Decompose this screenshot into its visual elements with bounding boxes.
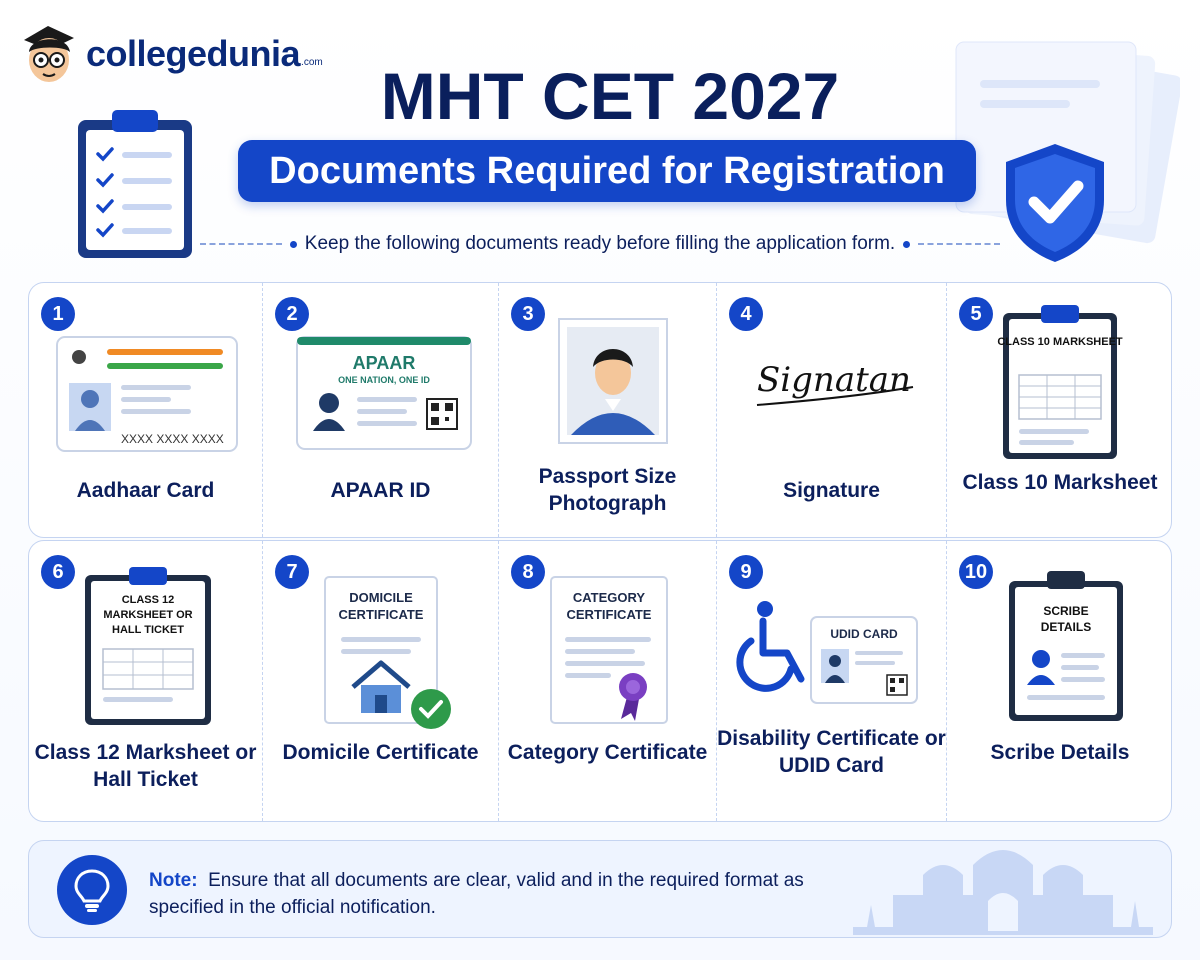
document-number: 10 bbox=[959, 555, 993, 589]
document-label: Class 10 Marksheet bbox=[962, 471, 1158, 494]
document-label: Signature bbox=[783, 479, 880, 502]
clipboard-checklist-icon bbox=[70, 104, 200, 262]
scribe-clipboard-icon bbox=[947, 541, 1173, 731]
document-label: Scribe Details bbox=[990, 741, 1130, 764]
document-number: 2 bbox=[275, 297, 309, 331]
certificate-title: DOMICILE CERTIFICATE bbox=[338, 590, 424, 622]
document-label: Aadhaar Card bbox=[76, 479, 215, 502]
certificate-title: CATEGORY CERTIFICATE bbox=[566, 590, 652, 622]
marksheet-clipboard-icon bbox=[29, 541, 263, 731]
document-number: 8 bbox=[511, 555, 545, 589]
document-label: APAAR ID bbox=[330, 479, 431, 502]
document-card-domicile[interactable] bbox=[263, 541, 499, 821]
document-card-signature[interactable] bbox=[717, 283, 947, 537]
shield-check-icon bbox=[1000, 140, 1110, 264]
brand-logo[interactable] bbox=[18, 18, 323, 90]
mascot-icon bbox=[18, 18, 80, 90]
note-text bbox=[149, 867, 849, 921]
bullet-dot bbox=[903, 241, 910, 248]
marksheet-clipboard-icon bbox=[947, 283, 1173, 463]
documents-row bbox=[28, 282, 1172, 538]
tagline-row bbox=[200, 232, 1000, 256]
document-number: 5 bbox=[959, 297, 993, 331]
lightbulb-icon bbox=[57, 855, 127, 925]
brand-name: collegedunia bbox=[86, 33, 301, 74]
domicile-certificate-icon bbox=[263, 541, 499, 731]
monument-icon bbox=[853, 835, 1153, 935]
note-box bbox=[28, 840, 1172, 938]
document-card-scribe[interactable] bbox=[947, 541, 1173, 821]
signature-icon bbox=[717, 283, 947, 463]
divider bbox=[200, 243, 282, 245]
documents-row bbox=[28, 540, 1172, 822]
apaar-card-subtitle: ONE NATION, ONE ID bbox=[338, 375, 430, 385]
document-label: Disability Certificate or UDID Card bbox=[717, 727, 946, 777]
document-card-photo[interactable] bbox=[499, 283, 717, 537]
document-number: 9 bbox=[729, 555, 763, 589]
document-number: 1 bbox=[41, 297, 75, 331]
page-title: MHT CET 2027 bbox=[380, 59, 840, 133]
document-label: Domicile Certificate bbox=[282, 741, 479, 764]
document-card-class12[interactable] bbox=[29, 541, 263, 821]
bullet-dot bbox=[290, 241, 297, 248]
subtitle-banner: Documents Required for Registration bbox=[238, 140, 976, 202]
category-certificate-icon bbox=[499, 541, 717, 731]
document-label: Class 12 Marksheet or Hall Ticket bbox=[34, 741, 257, 791]
scribe-card-title: SCRIBE DETAILS bbox=[1040, 604, 1092, 634]
tagline: Keep the following documents ready before filling the application form. bbox=[304, 233, 896, 254]
document-card-class10[interactable] bbox=[947, 283, 1173, 537]
document-card-disability[interactable] bbox=[717, 541, 947, 821]
apaar-card-title: APAAR bbox=[352, 353, 416, 373]
document-number: 7 bbox=[275, 555, 309, 589]
document-card-category[interactable] bbox=[499, 541, 717, 821]
passport-photo-icon bbox=[499, 283, 717, 463]
note-heading: Note: bbox=[149, 870, 198, 891]
aadhaar-number: XXXX XXXX XXXX bbox=[121, 432, 224, 446]
document-number: 4 bbox=[729, 297, 763, 331]
divider bbox=[918, 243, 1000, 245]
marksheet-title: CLASS 12 MARKSHEET OR HALL TICKET bbox=[103, 594, 193, 636]
aadhaar-card-icon bbox=[29, 283, 263, 463]
apaar-card-icon bbox=[263, 283, 499, 463]
signature-text: Signatan bbox=[757, 360, 911, 400]
brand-suffix: .com bbox=[301, 56, 323, 68]
document-number: 3 bbox=[511, 297, 545, 331]
document-label: Category Certificate bbox=[507, 741, 708, 764]
documents-grid bbox=[28, 282, 1172, 822]
document-label: Passport Size Photograph bbox=[538, 465, 677, 515]
note-body: Ensure that all documents are clear, valid and in the required format as specified in the official notification. bbox=[149, 870, 804, 918]
disability-udid-icon bbox=[717, 541, 947, 731]
document-card-aadhaar[interactable] bbox=[29, 283, 263, 537]
document-card-apaar[interactable] bbox=[263, 283, 499, 537]
marksheet-title: CLASS 10 MARKSHEET bbox=[997, 336, 1123, 348]
udid-card-title: UDID CARD bbox=[830, 627, 898, 641]
document-number: 6 bbox=[41, 555, 75, 589]
